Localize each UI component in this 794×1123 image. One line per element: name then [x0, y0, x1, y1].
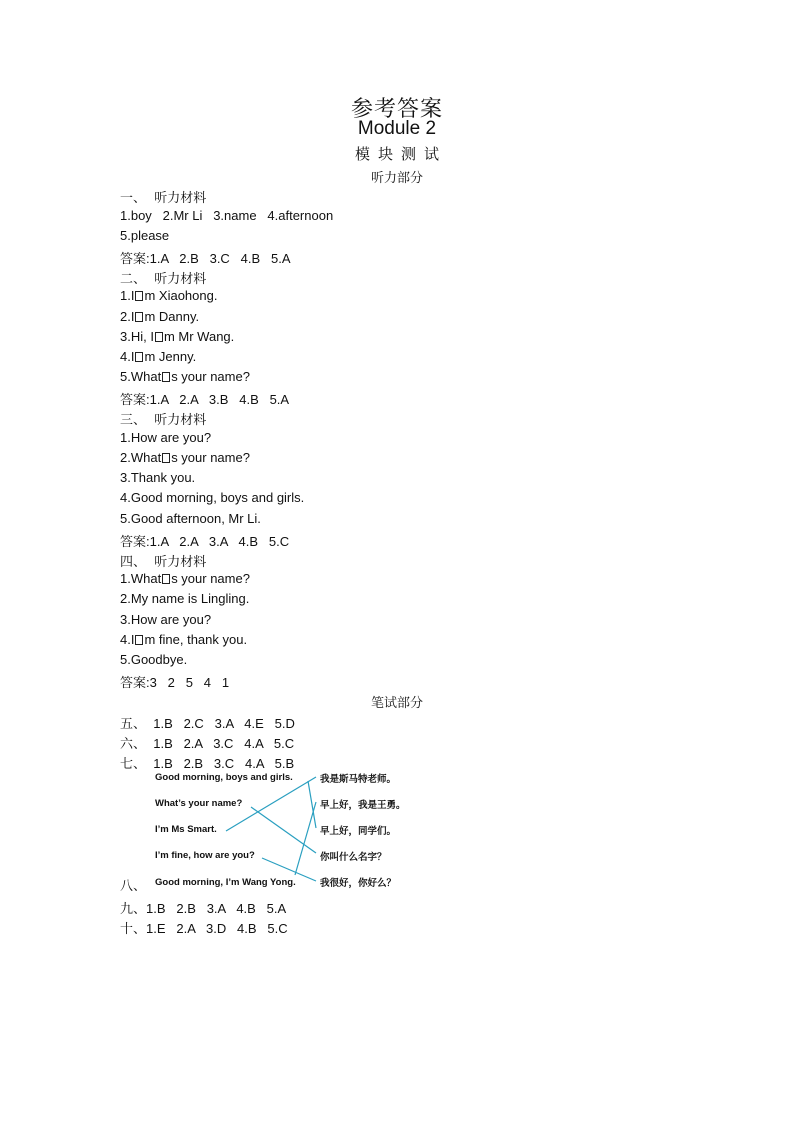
- section-4-line-1: 1.What s your name?: [120, 571, 250, 586]
- section-2-line-5: 5.What s your name?: [120, 369, 250, 384]
- section-7-answer: 七、 1.B 2.B 3.C 4.A 5.B: [120, 756, 295, 771]
- match-left-2: What’s your name?: [155, 798, 243, 809]
- section-1-answer: 答案:1.A 2.B 3.C 4.B 5.A: [120, 251, 291, 266]
- match-left-1: Good morning, boys and girls.: [155, 772, 293, 783]
- section-4-line-3: 3.How are you?: [120, 612, 212, 627]
- section-10-answer: 十、1.E 2.A 3.D 4.B 5.C: [120, 921, 288, 936]
- match-right-3: 早上好，同学们。: [320, 826, 397, 837]
- section-1-line-2: 5.please: [120, 228, 170, 243]
- section-4-head: 四、 听力材料: [120, 555, 207, 570]
- section-1-head: 一、 听力材料: [120, 191, 207, 206]
- match-right-2: 早上好，我是王勇。: [320, 800, 406, 811]
- section-2-line-3: 3.Hi, I m Mr Wang.: [120, 329, 235, 344]
- section-9-answer: 九、1.B 2.B 3.A 4.B 5.A: [120, 901, 287, 916]
- section-3-line-2: 2.What s your name?: [120, 450, 250, 465]
- match-left-5: Good morning, I’m Wang Yong.: [155, 877, 296, 888]
- section-3-answer: 答案:1.A 2.A 3.A 4.B 5.C: [120, 534, 290, 549]
- match-right-4: 你叫什么名字？: [320, 852, 387, 863]
- section-2-line-2: 2.I m Danny.: [120, 309, 200, 324]
- section-3-line-5: 5.Good afternoon, Mr Li.: [120, 511, 261, 526]
- module-title: Module 2: [357, 118, 437, 139]
- section-3-line-1: 1.How are you?: [120, 430, 212, 445]
- match-right-5: 我很好，你好么？: [320, 878, 397, 889]
- section-5-answer: 五、 1.B 2.C 3.A 4.E 5.D: [120, 716, 295, 731]
- section-2-answer: 答案:1.A 2.A 3.B 4.B 5.A: [120, 392, 290, 407]
- match-left-4: I’m fine, how are you?: [155, 850, 255, 861]
- section-2-head: 二、 听力材料: [120, 272, 207, 287]
- match-line: [295, 802, 316, 875]
- match-left-3: I’m Ms Smart.: [155, 824, 217, 835]
- section-4-line-2: 2.My name is Lingling.: [120, 591, 250, 606]
- section-4-line-5: 5.Goodbye.: [120, 652, 188, 667]
- test-subtitle: 模块测试: [354, 145, 447, 163]
- section-1-line-1: 1.boy 2.Mr Li 3.name 4.afternoon: [120, 208, 334, 223]
- section-6-answer: 六、 1.B 2.A 3.C 4.A 5.C: [120, 736, 295, 751]
- section-4-answer: 答案:3 2 5 4 1: [120, 675, 230, 690]
- section-3-head: 三、 听力材料: [120, 413, 207, 428]
- match-line: [251, 807, 316, 853]
- section-4-line-4: 4.I m fine, thank you.: [120, 632, 248, 647]
- listening-heading: 听力部分: [370, 171, 423, 186]
- match-right-1: 我是斯马特老师。: [320, 774, 397, 785]
- section-8-label: 八、: [120, 879, 147, 894]
- section-2-line-1: 1.I m Xiaohong.: [120, 288, 218, 303]
- section-3-line-4: 4.Good morning, boys and girls.: [120, 490, 305, 505]
- section-2-line-4: 4.I m Jenny.: [120, 349, 197, 364]
- section-3-line-3: 3.Thank you.: [120, 470, 196, 485]
- page-title: 参考答案: [350, 97, 443, 122]
- written-heading: 笔试部分: [370, 696, 423, 711]
